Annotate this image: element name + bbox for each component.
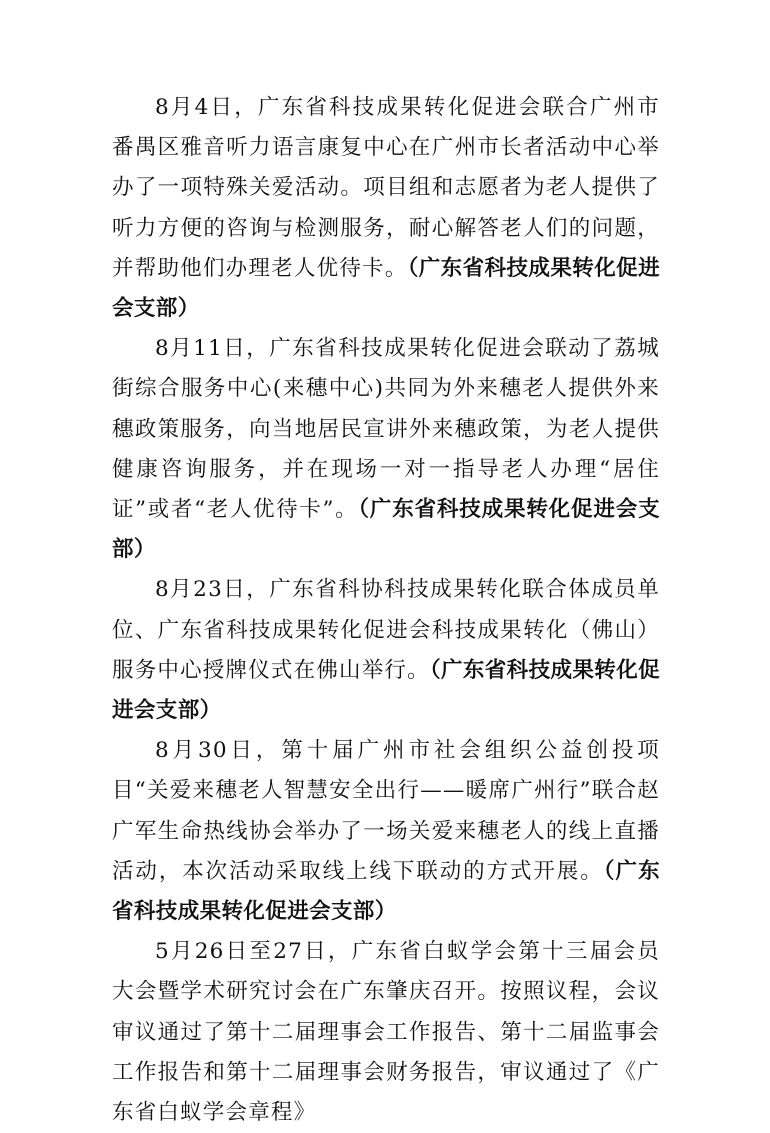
news-paragraph-3	[112, 570, 660, 731]
paragraph-text: 8月23日，广东省科协科技成果转化联合体成员单位、广东省科技成果转化促进会科技成果转化（佛山）服务中心授牌仪式在佛山举行。	[112, 577, 660, 683]
news-paragraph-5	[112, 932, 660, 1133]
news-paragraph-2	[112, 329, 660, 570]
source-label: （广东省科技成果转化促进会支部）	[112, 255, 660, 322]
document-page	[112, 88, 660, 1133]
source-label: （广东省科技成果转化促进会支部）	[112, 657, 660, 724]
paragraph-text: 8月30日，第十届广州市社会组织公益创投项目“关爱来穗老人智慧安全出行——暖席广州行”联合赵广军生命热线协会举办了一场关爱来穗老人的线上直播活动，本次活动采取线上线下联动的方式开展。	[112, 738, 660, 884]
paragraph-text: 8月4日，广东省科技成果转化促进会联合广州市番禺区雅音听力语言康复中心在广州市长者活动中心举办了一项特殊关爱活动。项目组和志愿者为老人提供了听力方便的咨询与检测服务，耐心解答老人们的问题，并帮助他们办理老人优待卡。	[112, 95, 660, 281]
news-paragraph-1	[112, 88, 660, 329]
source-label: （广东省科技成果转化促进会支部）	[112, 858, 660, 925]
news-paragraph-4	[112, 731, 660, 932]
paragraph-text: 8月11日，广东省科技成果转化促进会联动了荔城街综合服务中心(来穗中心)共同为外来穗老人提供外来穗政策服务，向当地居民宣讲外来穗政策，为老人提供健康咨询服务，并在现场一对一指导老人办理“居住证”或者“老人优待卡”。	[112, 336, 660, 523]
paragraph-text: 5月26日至27日，广东省白蚁学会第十三届会员大会暨学术研究讨会在广东肇庆召开。按照议程，会议审议通过了第十二届理事会工作报告、第十二届监事会工作报告和第十二届理事会财务报告，审议通过了《广东省白蚁学会章程》	[112, 939, 660, 1126]
source-label: （广东省科技成果转化促进会支部）	[112, 497, 660, 563]
